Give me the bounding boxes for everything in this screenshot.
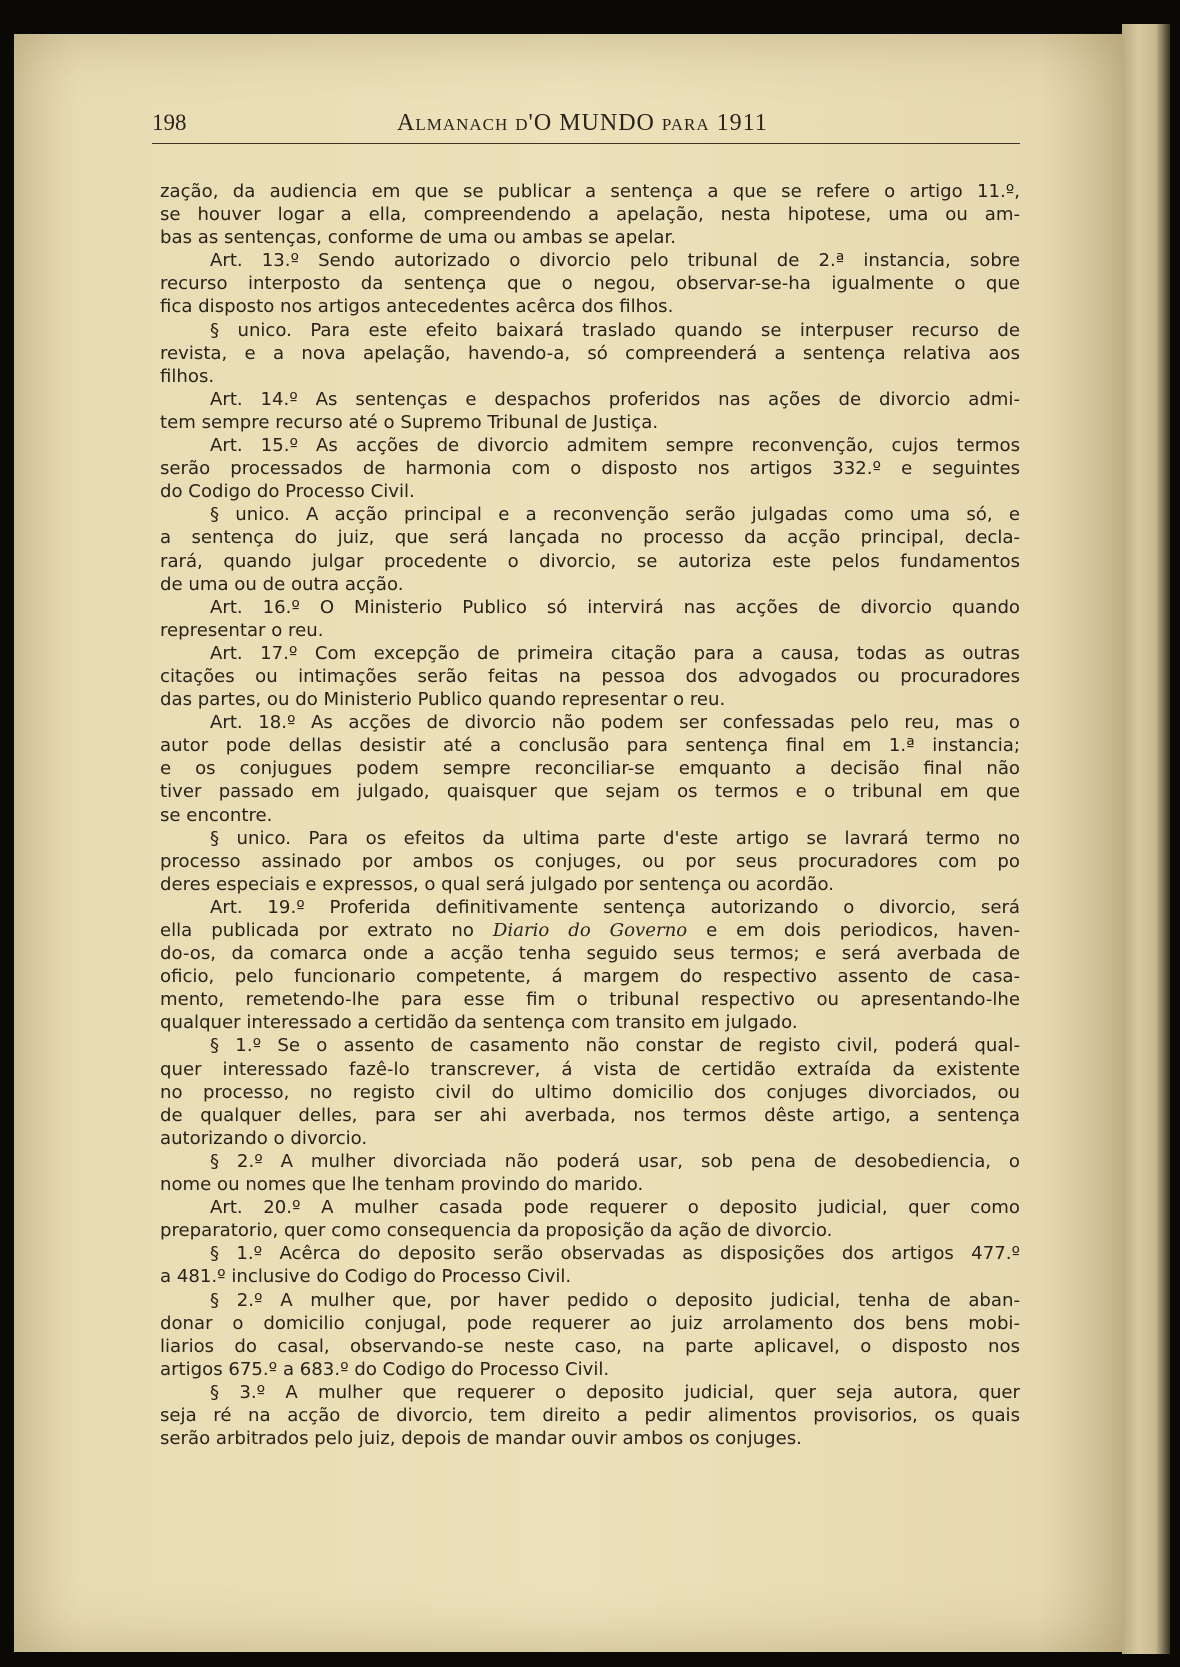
text-line: se encontre. [160,804,273,826]
page-edge-binding [1122,24,1170,1654]
text-line: Art. 16.º O Ministerio Publico só intervirá nas acções de divorcio quando [210,596,1020,618]
text-line: Art. 19.º Proferida definitivamente sentença autorizando o divorcio, será [210,896,1020,918]
text-line: do Codigo do Processo Civil. [160,481,415,503]
text-line: deres especiais e expressos, o qual será julgado por sentença ou acordão. [160,873,835,895]
text-line: artigos 675.º a 683.º do Codigo do Processo Civil. [160,1358,610,1380]
text-line: de qualquer delles, para ser ahi averbada, nos termos dêste artigo, a sentença [160,1104,1020,1126]
running-title: Almanach d'O MUNDO para 1911 [397,110,768,136]
text-line: autor pode dellas desistir até a conclusão para sentença final em 1.ª instancia; [160,735,1020,757]
text-line: mento, remetendo-lhe para esse fim o tribunal respectivo ou apresentando-lhe [160,989,1020,1011]
text-line: Art. 15.º As acções de divorcio admitem sempre reconvenção, cujos termos [210,435,1020,457]
text-line: a sentença do juiz, que será lançada no processo da acção principal, decla- [160,527,1020,549]
text-line: § 2.º A mulher divorciada não poderá usar, sob pena de desobediencia, o [210,1150,1020,1172]
text-line: se houver logar a ella, compreendendo a apelação, nesta hipotese, uma ou am- [160,204,1020,226]
text-line: § 1.º Acêrca do deposito serão observadas as disposições dos artigos 477.º [210,1243,1020,1265]
text-line: § unico. Para este efeito baixará traslado quando se interpuser recurso de [210,319,1020,341]
text-line: § unico. A acção principal e a reconvenção serão julgadas como uma só, e [210,504,1020,526]
text-line: seja ré na acção de divorcio, tem direito a pedir alimentos provisorios, os quais [160,1404,1020,1426]
text-line: fica disposto nos artigos antecedentes acêrca dos filhos. [160,296,674,318]
text-line: Art. 20.º A mulher casada pode requerer o deposito judicial, quer como [210,1197,1020,1219]
text-line: § 1.º Se o assento de casamento não constar de registo civil, poderá qual- [210,1035,1020,1057]
text-line: das partes, ou do Ministerio Publico quando representar o reu. [160,689,726,711]
text-line: autorizando o divorcio. [160,1127,368,1149]
text-line: representar o reu. [160,619,324,641]
text-line: ella publicada por extrato no Diario do Governo e em dois periodicos, haven- [160,920,1020,941]
text-line: serão arbitrados pelo juiz, depois de mandar ouvir ambos os conjuges. [160,1428,802,1450]
text-line: tem sempre recurso até o Supremo Tribunal de Justiça. [160,411,659,433]
text-line: Art. 18.º As acções de divorcio não podem ser confessadas pelo reu, mas o [210,712,1020,734]
text-line: Art. 17.º Com excepção de primeira citação para a causa, todas as outras [210,642,1020,664]
text-line: e os conjugues podem sempre reconciliar-se emquanto a decisão final não [160,758,1020,780]
text-line: processo assinado por ambos os conjuges, ou por seus procuradores com po [160,850,1020,872]
text-line: tiver passado em julgado, quaisquer que sejam os termos e o tribunal em que [160,781,1020,803]
text-line: serão processados de harmonia com o disposto nos artigos 332.º e seguintes [160,458,1020,480]
text-line: § 2.º A mulher que, por haver pedido o deposito judicial, tenha de aban- [210,1289,1020,1311]
text-line: quer interessado fazê-lo transcrever, á vista de certidão extraída da existente [160,1058,1020,1080]
text-line: de uma ou de outra acção. [160,573,404,595]
text-line: no processo, no registo civil do ultimo domicilio dos conjuges divorciados, ou [160,1081,1020,1103]
page-number: 198 [152,110,187,135]
text-line: do-os, da comarca onde a acção tenha seguido seus termos; e será averbada de [160,943,1020,965]
text-line: § 3.º A mulher que requerer o deposito judicial, quer seja autora, quer [210,1381,1020,1403]
text-line: § unico. Para os efeitos da ultima parte d'este artigo se lavrará termo no [210,827,1020,849]
text-line: donar o domicilio conjugal, pode requerer ao juiz arrolamento dos bens mobi- [160,1312,1020,1334]
text-line: revista, e a nova apelação, havendo-a, só compreenderá a sentença relativa aos [160,342,1020,364]
text-line: recurso interposto da sentença que o negou, observar-se-ha igualmente o que [160,273,1020,295]
text-line: Art. 13.º Sendo autorizado o divorcio pelo tribunal de 2.ª instancia, sobre [210,250,1020,272]
text-line: filhos. [160,365,215,387]
text-line: preparatorio, quer como consequencia da proposição da ação de divorcio. [160,1220,833,1242]
text-line: citações ou intimações serão feitas na pessoa dos advogados ou procuradores [160,665,1020,687]
text-line: liarios do casal, observando-se neste caso, na parte aplicavel, o disposto nos [160,1335,1020,1357]
text-line: a 481.º inclusive do Codigo do Processo Civil. [160,1266,572,1288]
text-line: oficio, pelo funcionario competente, á margem do respectivo assento de casa- [160,966,1020,988]
text-line: nome ou nomes que lhe tenham provindo do marido. [160,1174,644,1196]
text-line: Art. 14.º As sentenças e despachos proferidos nas ações de divorcio admi- [210,388,1020,410]
text-line: rará, quando julgar procedente o divorcio, se autoriza este pelos fundamentos [160,550,1020,572]
header-rule [152,143,1020,144]
text-line: qualquer interessado a certidão da sentença com transito em julgado. [160,1012,798,1034]
page-header [152,106,1022,142]
body-text [160,180,1020,1450]
text-line: bas as sentenças, conforme de uma ou ambas se apelar. [160,227,676,249]
text-line: zação, da audiencia em que se publicar a sentença a que se refere o artigo 11.º, [160,181,1020,202]
